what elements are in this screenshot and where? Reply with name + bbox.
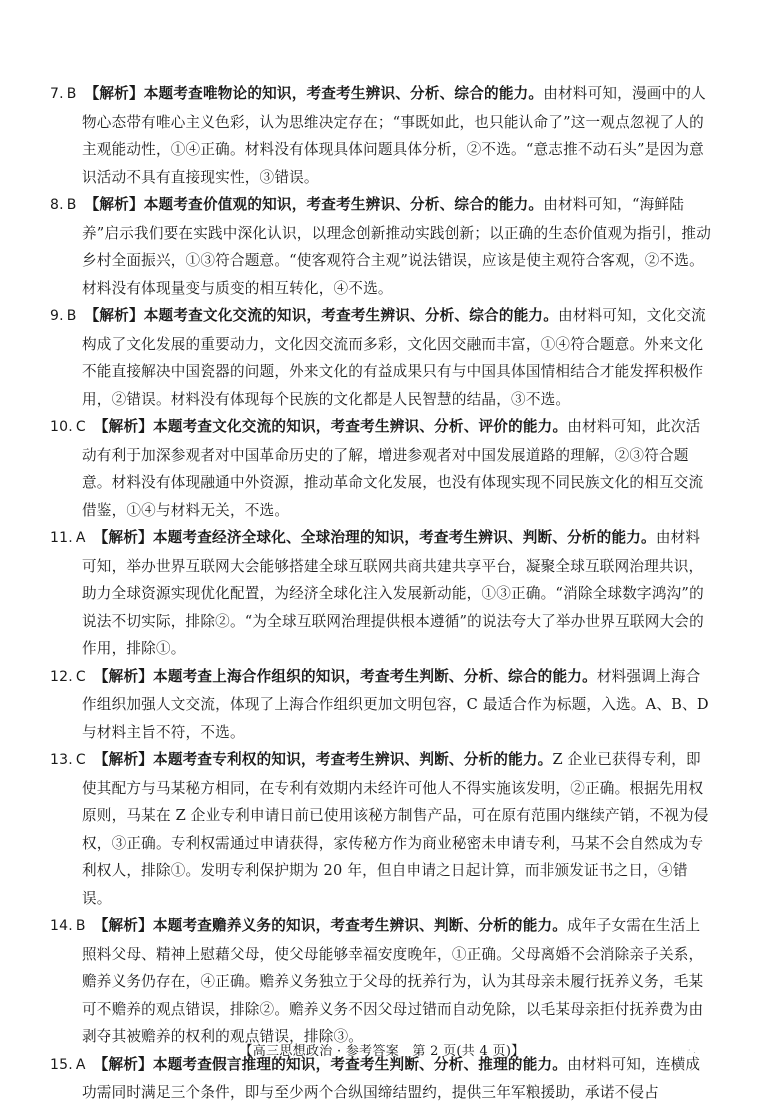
analysis-text: 由材料可知，“海鲜陆养”启示我们要在实践中深化认识，以理念创新推动实践创新；以正确的生态价值观为指引，推动乡村全面振兴，①③符合题意。“使客观符合主观”说法错误，应该是使主观符合客观，②不选。材料没有体现量变与质变的相互转化，④不选。 — [82, 196, 712, 297]
item-number: 14. — [50, 918, 73, 934]
answer-item-11 — [50, 524, 714, 663]
analysis-text: 由材料可知，此次活动有利于加深参观者对中国革命历史的了解，增进参观者对中国发展道路的理解，②③符合题意。材料没有体现融通中外资源，推动革命文化发展，也没有体现实现不同民族文化的相互交流借鉴，①④与材料无关，不选。 — [82, 418, 704, 519]
item-number: 11. — [50, 530, 73, 546]
item-number: 12. — [50, 668, 73, 685]
item-number: 15. — [50, 1056, 73, 1073]
item-answer: C — [75, 419, 86, 435]
item-number: 10. — [50, 419, 73, 435]
analysis-text: 由材料可知，文化交流构成了文化发展的重要动力，文化因交流而多彩，文化因交融而丰富，①④符合题意。外来文化不能直接解决中国瓷器的问题，外来文化的有益成果只有与中国具体国情相结合才能发挥积极作用，②错误。材料没有体现每个民族的文化都是人民智慧的结晶，③不选。 — [82, 307, 706, 408]
analysis-text: 由材料可知，举办世界互联网大会能够搭建全球互联网共商共建共享平台，凝聚全球互联网治理共识，助力全球资源实现优化配置，为经济全球化注入发展新动能，①③正确。“消除全球数字鸿沟”的说法不切实际，排除②。“为全球互联网治理提供根本遵循”的说法夸大了举办世界互联网大会的作用，排除①。 — [82, 529, 704, 657]
answer-item-8 — [50, 191, 714, 302]
analysis-tag: 【解析】 — [93, 529, 153, 546]
answer-item-10 — [50, 413, 714, 524]
answer-item-9 — [50, 302, 714, 413]
analysis-lead: 本题考查赡养义务的知识，考查考生辨识、判断、分析的能力。 — [152, 917, 568, 934]
item-answer: B — [66, 197, 77, 213]
analysis-lead: 本题考查价值观的知识，考查考生辨识、分析、综合的能力。 — [143, 196, 544, 213]
answer-item-7 — [50, 80, 714, 191]
item-answer: A — [75, 530, 86, 546]
answer-list — [50, 80, 714, 1107]
answer-item-14 — [50, 912, 714, 1051]
item-answer: C — [75, 668, 86, 685]
analysis-tag: 【解析】 — [84, 307, 144, 324]
item-answer: C — [75, 752, 86, 768]
analysis-lead: 本题考查专利权的知识，考查考生辨识、判断、分析的能力。 — [153, 751, 553, 768]
analysis-tag: 【解析】 — [93, 751, 154, 768]
item-number: 8. — [50, 197, 64, 213]
analysis-lead: 本题考查假言推理的知识，考查考生判断、分析、推理的能力。 — [152, 1055, 568, 1073]
analysis-lead: 本题考查文化交流的知识，考查考生辨识、分析、评价的能力。 — [153, 418, 568, 435]
analysis-lead: 本题考查上海合作组织的知识，考查考生判断、分析、综合的能力。 — [153, 667, 597, 685]
item-number: 7. — [50, 86, 64, 102]
answer-item-13 — [50, 746, 714, 912]
item-answer: B — [66, 86, 77, 102]
analysis-tag: 【解析】 — [93, 667, 154, 685]
analysis-text: 由材料可知，连横成功需同时满足三个条件，即与至少两个合纵国缔结盟约，提供三年军粮援助，承诺不侵占 — [82, 1055, 701, 1101]
scan-speck: · . — [688, 1046, 696, 1055]
analysis-lead: 本题考查唯物论的知识，考查考生辨识、分析、综合的能力。 — [143, 85, 544, 102]
analysis-tag: 【解析】 — [93, 418, 154, 435]
analysis-text: 由材料可知，漫画中的人物心态带有唯心主义色彩，认为思维决定存在；“事既如此，也只能认命了”这一观点忽视了人的主观能动性，①④正确。材料没有体现具体问题具体分析，②不选。“意志推不动石头”是因为意识活动不具有直接现实性，③错误。 — [82, 85, 706, 186]
item-number: 13. — [50, 752, 73, 768]
analysis-tag: 【解析】 — [84, 196, 144, 213]
analysis-text: Z 企业已获得专利，即使其配方与马某秘方相同，在专利有效期内未经许可他人不得实施该发明，②正确。根据先用权原则，马某在 Z 企业专利申请日前已使用该秘方制售产品，可在原有范围内继续产销，不视为侵权，③正确。专利权需通过申请获得，家传秘方作为商业秘密未申请专利，马某不会自然成为专利权人，排除①。发明专利保护期为 20 年，但自申请之日起计算，而非颁发证书之日，④错误。 — [82, 751, 709, 907]
analysis-lead: 本题考查经济全球化、全球治理的知识，考查考生辨识、判断、分析的能力。 — [152, 529, 656, 546]
analysis-tag: 【解析】 — [93, 917, 153, 934]
item-answer: B — [75, 918, 86, 934]
item-number: 9. — [50, 308, 64, 324]
analysis-lead: 本题考查文化交流的知识，考查考生辨识、分析、综合的能力。 — [143, 307, 558, 324]
answer-item-12 — [50, 663, 714, 747]
item-answer: A — [75, 1056, 86, 1073]
analysis-tag: 【解析】 — [84, 85, 144, 102]
analysis-text: 材料强调上海合作组织加强人文交流，体现了上海合作组织更加文明包容，C 最适合作为标题，入选。A、B、D 与材料主旨不符，不选。 — [82, 667, 709, 741]
page-footer: 【高三思想政治 · 参考答案 第 2 页(共 4 页)】 — [239, 1044, 525, 1059]
item-answer: B — [66, 308, 77, 324]
analysis-text: 成年子女需在生活上照料父母、精神上慰藉父母，使父母能够幸福安度晚年，①正确。父母离婚不会消除亲子关系，赡养义务仍存在，④正确。赡养义务独立于父母的抚养行为，认为其母亲未履行抚养义务，毛某可不赡养的观点错误，排除②。赡养义务不因父母过错而自动免除，以毛某母亲拒付抚养费为由剥夺其被赡养的权利的观点错误，排除③。 — [82, 917, 704, 1045]
analysis-tag: 【解析】 — [93, 1055, 153, 1073]
